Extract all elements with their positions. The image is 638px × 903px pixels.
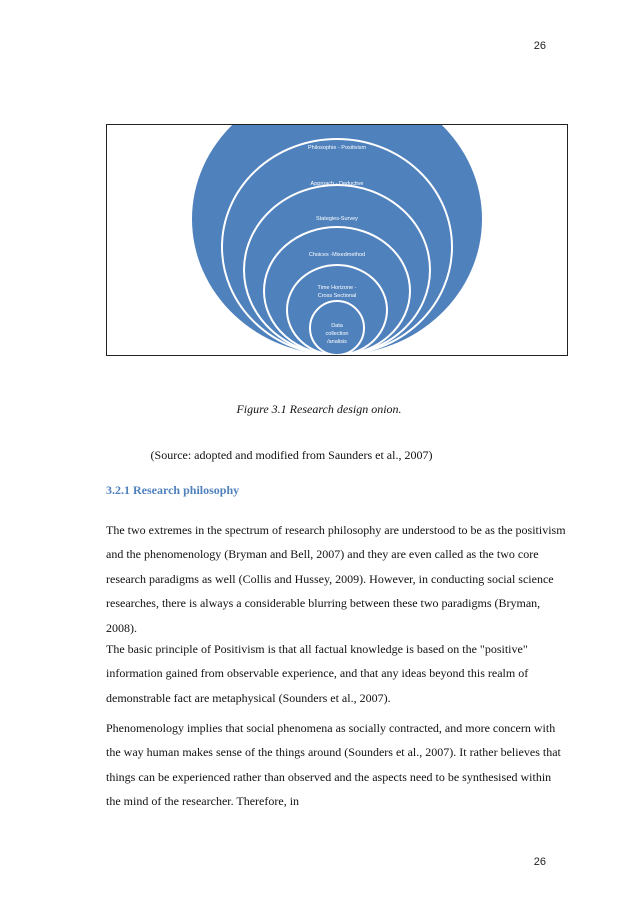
onion-layer-label-3: Stategies-Survey (316, 216, 358, 222)
paragraph-1: The two extremes in the spectrum of research philosophy are understood to be as the positivism and the phenomenology (Bryman and Bell, 2007) and they are even called as the two core research paradigms as well (Collis and Hussey, 2009). However, in conducting social science researches, there is always a considerable blurring between these two paradigms (Bryman, 2008). (106, 523, 566, 635)
paragraph-3: Phenomenology implies that social phenomena as socially contracted, and more concern with the way human makes sense of the things around (Sounders et al., 2007). It rather believes that things can be experienced rather than observed and the aspects need to be synthesised within the mind of the researcher. Therefore, in (106, 721, 561, 809)
research-onion-figure (106, 124, 568, 356)
page-number-top: 26 (533, 40, 546, 52)
research-onion-diagram (107, 125, 567, 355)
figure-caption: Figure 3.1 Research design onion. (236, 402, 402, 416)
section-heading: 3.2.1 Research philosophy (106, 483, 240, 497)
paragraph-2: The basic principle of Positivism is that all factual knowledge is based on the "positive" information gained from observable experience, and that any ideas beyond this realm of demonstrable fact are metaphysical (Sounders et al., 2007). (106, 642, 529, 705)
onion-layer-label-6: Data collection /analisis (325, 323, 349, 345)
onion-layer-label-2: Approach - Deductive (310, 181, 364, 187)
onion-layer-label-1: Philosophie - Positivism (307, 145, 367, 151)
onion-layer-label-5: Time Horizone -Cross Sectional (317, 285, 357, 299)
onion-layer-label-4: Choices -Mixedmethod (308, 252, 366, 258)
figure-source: (Source: adopted and modified from Saunders et al., 2007) (150, 448, 433, 462)
page-number-bottom: 26 (533, 856, 546, 868)
